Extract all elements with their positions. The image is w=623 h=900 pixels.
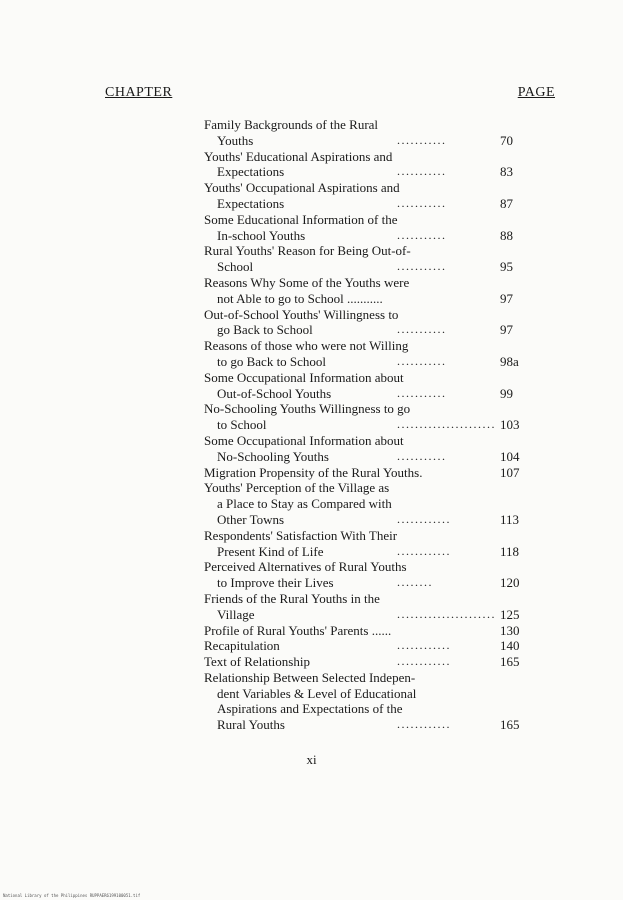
toc-leader-dots: ...................... (397, 606, 496, 621)
toc-leader-dots: ............ (397, 654, 451, 669)
toc-entry (204, 370, 549, 402)
toc-entry (204, 480, 549, 527)
toc-entry-page: 99 (500, 385, 513, 401)
toc-entry-page: 140 (500, 638, 520, 654)
toc-entry (204, 275, 549, 307)
page-number: xi (306, 752, 317, 767)
toc-leader-dots: ........... (397, 448, 447, 463)
toc-entry (204, 591, 549, 623)
toc-leader-dots: ........... (397, 353, 447, 368)
toc-entry-title-line: Expectations (217, 164, 285, 180)
toc-entry (204, 528, 549, 560)
toc-entry-title-line: No-Schooling Youths (217, 448, 329, 464)
toc-entry (204, 638, 549, 654)
toc-entry-title-line: Migration Propensity of the Rural Youths. (204, 464, 423, 480)
toc-entry-page: 118 (500, 543, 520, 559)
toc-entry-title-line: Present Kind of Life (217, 543, 324, 559)
toc-entry-page: 125 (500, 606, 520, 622)
toc-entry-title-line: a Place to Stay as Compared with (217, 496, 392, 512)
toc-entry (204, 559, 549, 591)
toc-leader-dots: ............ (397, 543, 451, 558)
toc-entry-page: 70 (500, 132, 513, 148)
toc-entry-title-line: In-school Youths (217, 227, 306, 243)
toc-entry-title-line: to School (217, 417, 267, 433)
toc-leader-dots: ............ (397, 511, 451, 526)
toc-leader-dots: ........ (397, 575, 433, 590)
toc-entry-title-line: not Able to go to School ........... (217, 290, 383, 306)
toc-entry-title-line: Relationship Between Selected Indepen- (204, 669, 416, 685)
toc-entry (204, 149, 549, 181)
toc-entry-title-line: dent Variables & Level of Educational (217, 685, 417, 701)
toc-leader-dots: ........... (397, 195, 447, 210)
toc-entry-page: 98a (500, 353, 519, 369)
toc-leader-dots: ........... (397, 259, 447, 274)
toc-entry-title-line: Youths' Perception of the Village as (204, 480, 390, 496)
toc-entry (204, 433, 549, 465)
toc-entry-title-line: School (217, 259, 254, 275)
toc-entry-page: 130 (500, 622, 520, 638)
toc-entry (204, 180, 549, 212)
toc-leader-dots: ........... (397, 385, 447, 400)
toc-entry-page: 107 (500, 464, 520, 480)
toc-entry (204, 338, 549, 370)
toc-entry-title-line: Out-of-School Youths' Willingness to (204, 306, 399, 322)
toc-entry-page: 120 (500, 575, 520, 591)
toc-entry (204, 670, 549, 733)
table-of-contents (204, 117, 549, 733)
toc-entry-title-line: Rural Youths' Reason for Being Out-of- (204, 243, 411, 259)
toc-entry (204, 307, 549, 339)
toc-entry-title-line: Rural Youths (217, 717, 285, 733)
toc-entry-title-line: Reasons of those who were not Willing (204, 338, 409, 354)
toc-entry-title-line: Respondents' Satisfaction With Their (204, 527, 398, 543)
toc-entry-page: 87 (500, 195, 513, 211)
toc-entry (204, 401, 549, 433)
toc-entry-title-line: to go Back to School (217, 353, 327, 369)
toc-entry-title-line: Recapitulation (204, 638, 280, 654)
toc-entry-title-line: Family Backgrounds of the Rural (204, 117, 379, 132)
toc-entry-page: 103 (500, 417, 520, 433)
toc-entry-title-line: Out-of-School Youths (217, 385, 332, 401)
toc-entry-title-line: Some Occupational Information about (204, 369, 404, 385)
toc-leader-dots: ............ (397, 638, 451, 653)
toc-entry-page: 97 (500, 290, 513, 306)
toc-entry (204, 623, 549, 639)
footer-note: National Library of the Philippines RUPPAER6199100051.tif (3, 893, 141, 898)
toc-entry-title-line: Profile of Rural Youths' Parents ...... (204, 622, 392, 638)
toc-entry-page: 83 (500, 164, 513, 180)
toc-leader-dots: ...................... (397, 417, 496, 432)
toc-leader-dots: ........... (397, 164, 447, 179)
toc-entry-title-line: Some Educational Information of the (204, 211, 398, 227)
toc-entry-page: 97 (500, 322, 513, 338)
toc-entry-page: 104 (500, 448, 520, 464)
page-header: PAGE (517, 85, 555, 100)
toc-entry-title-line: No-Schooling Youths Willingness to go (204, 401, 411, 417)
toc-leader-dots: ........... (397, 227, 447, 242)
toc-entry-title-line: Reasons Why Some of the Youths were (204, 274, 410, 290)
toc-entry-page: 165 (500, 717, 520, 733)
toc-entry-title-line: Expectations (217, 195, 285, 211)
toc-entry-title-line: Youths' Occupational Aspirations and (204, 180, 400, 196)
toc-leader-dots: ........... (397, 132, 447, 147)
toc-entry-title-line: Village (217, 606, 255, 622)
toc-entry-title-line: Aspirations and Expectations of the (217, 701, 403, 717)
toc-entry-page: 165 (500, 654, 520, 670)
toc-entry (204, 117, 549, 149)
toc-entry-title-line: Other Towns (217, 511, 285, 527)
toc-entry (204, 654, 549, 670)
toc-entry-title-line: Some Occupational Information about (204, 432, 404, 448)
toc-entry (204, 465, 549, 481)
toc-entry-title-line: Youths (217, 132, 254, 148)
toc-entry-page: 88 (500, 227, 513, 243)
toc-entry (204, 243, 549, 275)
toc-entry-page: 113 (500, 511, 520, 527)
chapter-header: CHAPTER (105, 85, 173, 100)
toc-entry-title-line: Youths' Educational Aspirations and (204, 148, 393, 164)
toc-entry-title-line: go Back to School (217, 322, 313, 338)
toc-leader-dots: ........... (397, 322, 447, 337)
toc-entry-title-line: Text of Relationship (204, 654, 310, 670)
toc-entry-title-line: Friends of the Rural Youths in the (204, 590, 380, 606)
toc-entry-title-line: to Improve their Lives (217, 575, 334, 591)
toc-entry-page: 95 (500, 259, 513, 275)
toc-leader-dots: ............ (397, 717, 451, 732)
toc-entry (204, 212, 549, 244)
toc-entry-title-line: Perceived Alternatives of Rural Youths (204, 559, 407, 575)
